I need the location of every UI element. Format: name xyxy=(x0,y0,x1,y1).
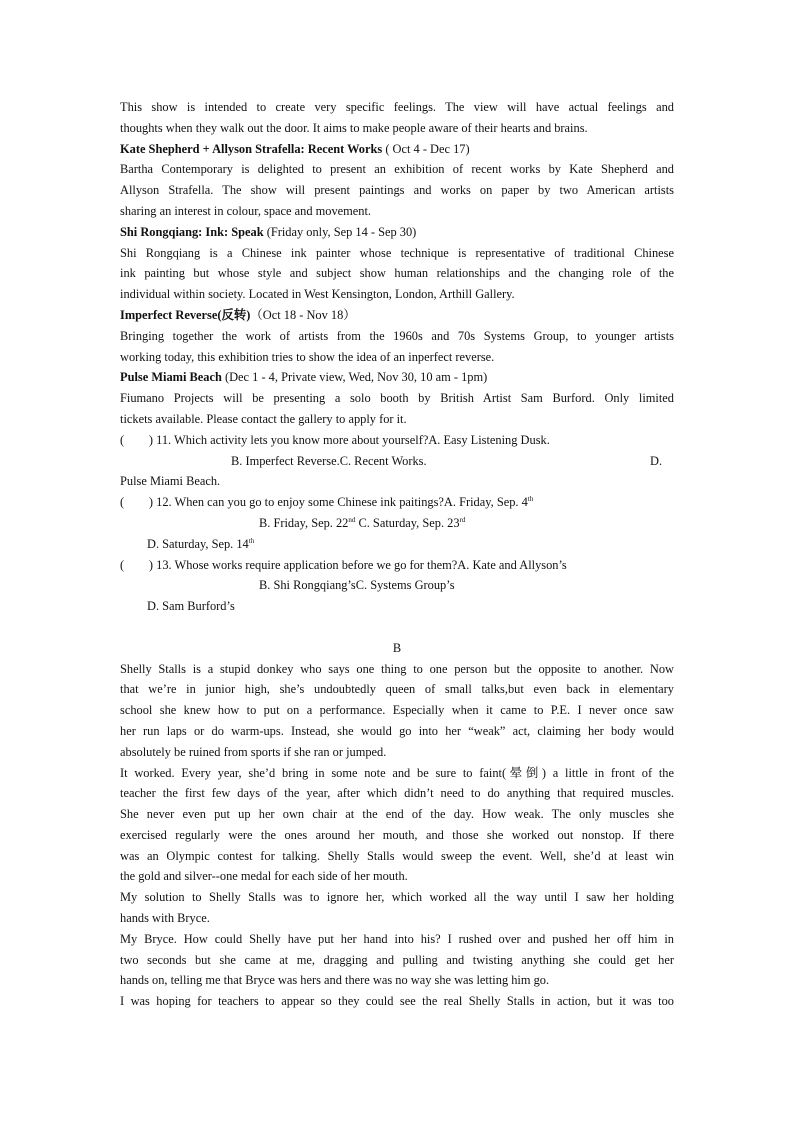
ordinal-suffix: th xyxy=(248,536,255,545)
section-b-heading: B xyxy=(392,640,402,655)
question-11-options-bc: B. Imperfect Reverse.C. Recent Works. xyxy=(231,453,427,468)
passage-line: I was hoping for teachers to appear so they could see the real Shelly Stalls in action, but it was too xyxy=(120,994,674,1009)
passage-line: My solution to Shelly Stalls was to ignore her, which worked all the way until I saw her holding xyxy=(120,890,674,905)
question-12-options xyxy=(120,513,674,534)
event-date: （Oct 18 - Nov 18） xyxy=(250,307,356,322)
question-12-options-bc xyxy=(259,513,465,534)
event-title: Shi Rongqiang: Ink: Speak xyxy=(120,224,264,239)
passage-line: She never even put up her own chair at the end of the day. How weak. The only muscles she xyxy=(120,807,674,822)
event-text-line: tickets available. Please contact the gallery to apply for it. xyxy=(120,411,407,426)
question-11-stem: ( ) 11. Which activity lets you know more about yourself?A. Easy Listening Dusk. xyxy=(120,432,550,447)
passage-line: was an Olympic contest for talking. Shelly Stalls would sweep the event. Well, she’d at least win xyxy=(120,848,674,863)
passage-line: teacher the first few days of the year, after which didn’t need to do anything that required muscles. xyxy=(120,786,674,801)
event-text-line: sharing an interest in colour, space and movement. xyxy=(120,203,372,218)
intro-line: This show is intended to create very specific feelings. The view will have actual feelings and xyxy=(120,100,674,114)
question-12-stem-text: ( ) 12. When can you go to enjoy some Chinese ink paitings?A. Friday, Sep. 4 xyxy=(120,495,528,510)
document-page xyxy=(120,97,674,1012)
ordinal-suffix: nd xyxy=(348,515,356,524)
event-text-line: ink painting but whose style and subject show human relationships and the changing role of the xyxy=(120,266,674,281)
question-12-option-c: C. Saturday, Sep. 23 xyxy=(355,515,460,530)
passage-line: My Bryce. How could Shelly have put her hand into his? I rushed over and pushed her off him in xyxy=(120,931,674,946)
event-text-line: Shi Rongqiang is a Chinese ink painter whose technique is representative of traditional Chinese xyxy=(120,245,674,260)
passage-line: exercised regularly were the ones around her mouth, and those she worked out nonstop. If there xyxy=(120,827,674,842)
passage-line: that we’re in junior high, she’s undoubtedly queen of small talks,but even back in elementary xyxy=(120,682,674,697)
passage-line: hands with Bryce. xyxy=(120,911,210,926)
passage-line: two seconds but she came at me, dragging and pulling and twisting anything she could get her xyxy=(120,952,674,967)
event-heading xyxy=(120,139,674,160)
passage-line: It worked. Every year, she’d bring in some note and be sure to faint(晕倒) a little in front of the xyxy=(120,765,674,780)
passage-line: Shelly Stalls is a stupid donkey who says one thing to one person but the opposite to another. Now xyxy=(120,661,674,676)
event-title: Imperfect Reverse(反转) xyxy=(120,307,251,322)
question-12-option-b: B. Friday, Sep. 22 xyxy=(259,515,349,530)
passage-line: school she knew how to put on a performance. Especially when it came to P.E. I never once saw xyxy=(120,703,674,718)
event-title: Pulse Miami Beach xyxy=(120,370,222,385)
event-heading xyxy=(120,367,674,388)
question-11-options xyxy=(120,451,674,472)
question-12-stem xyxy=(120,492,674,513)
question-13-options-bc: B. Shi Rongqiang’sC. Systems Group’s xyxy=(259,578,455,593)
passage-line: absolutely be ruined from sports if she ran or jumped. xyxy=(120,744,387,759)
event-text-line: working today, this exhibition tries to show the idea of an inperfect reverse. xyxy=(120,349,495,364)
event-heading xyxy=(120,305,674,326)
spacer xyxy=(120,617,674,638)
event-text-line: Fiumano Projects will be presenting a solo booth by British Artist Sam Burford. Only limited xyxy=(120,391,674,406)
passage-line: the gold and silver--one medal for each side of her mouth. xyxy=(120,869,408,884)
question-12-option-d xyxy=(120,534,674,555)
question-13-option-d: D. Sam Burford’s xyxy=(147,599,235,614)
event-text-line: Bartha Contemporary is delighted to present an exhibition of recent works by Kate Shepherd and xyxy=(120,162,674,177)
ordinal-suffix: rd xyxy=(459,515,466,524)
question-13-stem: ( ) 13. Whose works require application before we go for them?A. Kate and Allyson’s xyxy=(120,557,567,572)
event-date: (Friday only, Sep 14 - Sep 30) xyxy=(266,224,417,239)
question-13-options xyxy=(120,575,674,596)
intro-line: thoughts when they walk out the door. It aims to make people aware of their hearts and brains. xyxy=(120,120,588,135)
question-12-option-d-text: D. Saturday, Sep. 14 xyxy=(147,536,249,551)
question-11-option-d-text: Pulse Miami Beach. xyxy=(120,474,221,489)
event-text-line: Bringing together the work of artists from the 1960s and 70s Systems Group, to younger artists xyxy=(120,328,674,343)
passage-line: hands on, telling me that Bryce was hers and there was no way she was letting him go. xyxy=(120,973,550,988)
event-heading xyxy=(120,222,674,243)
event-date: ( Oct 4 - Dec 17) xyxy=(385,141,470,156)
passage-line: her run laps or do warm-ups. Instead, she would go into her “weak” act, claiming her body would xyxy=(120,723,674,738)
question-11-option-d-letter: D. xyxy=(650,453,663,468)
event-text-line: Allyson Strafella. The show will present paintings and works on paper by two American artists xyxy=(120,183,674,198)
ordinal-suffix: th xyxy=(527,495,534,504)
event-date: (Dec 1 - 4, Private view, Wed, Nov 30, 10 am - 1pm) xyxy=(224,370,488,385)
event-text-line: individual within society. Located in West Kensington, London, Arthill Gallery. xyxy=(120,287,515,302)
event-title: Kate Shepherd + Allyson Strafella: Recent Works xyxy=(120,141,383,156)
